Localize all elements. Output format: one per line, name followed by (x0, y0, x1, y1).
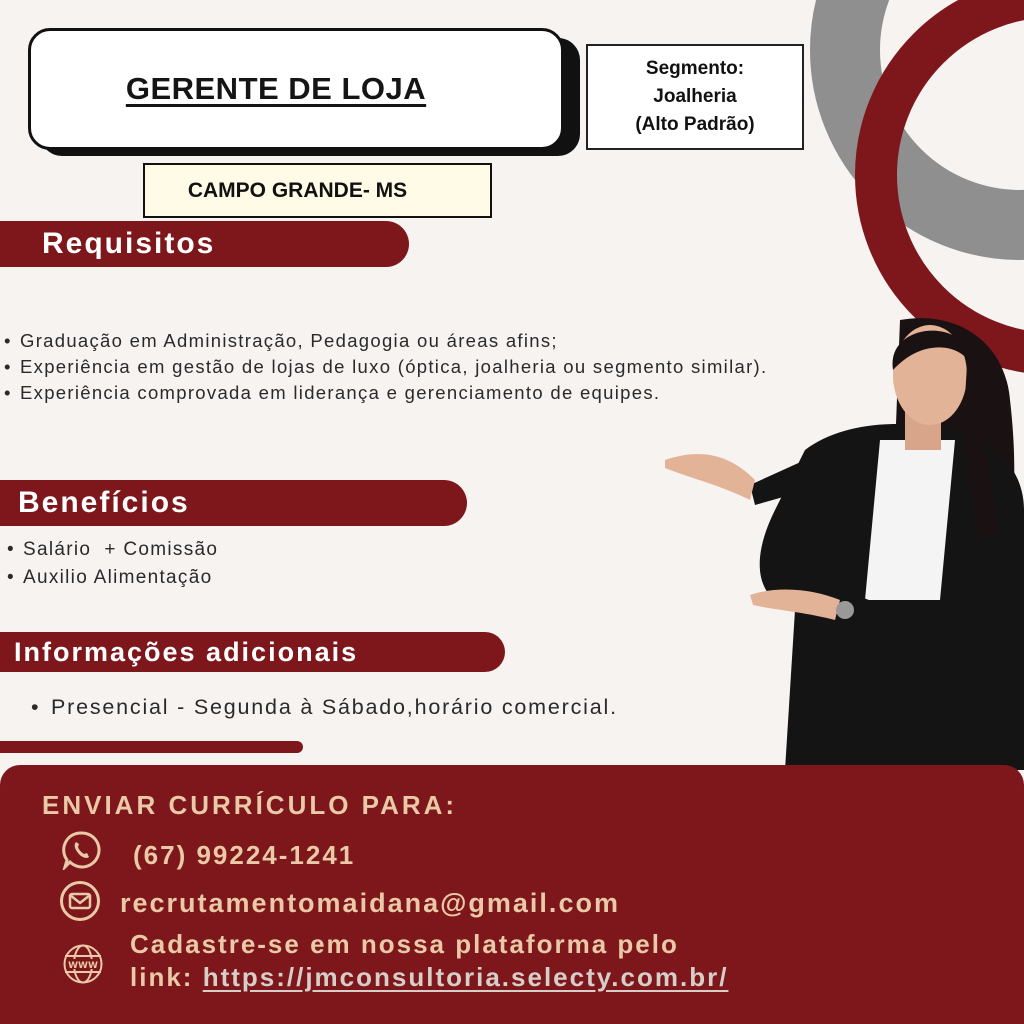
location-text: CAMPO GRANDE- MS (187, 178, 408, 202)
email-icon (59, 880, 101, 922)
segment-label: Segmento: (645, 58, 745, 79)
requisitos-heading: Requisitos (42, 227, 216, 260)
location-box (143, 163, 492, 218)
title-box (28, 28, 564, 150)
list-item: • Experiência comprovada em liderança e gerenciamento de equipes. (20, 380, 810, 406)
site-instruction: Cadastre-se em nossa plataforma pelo (130, 929, 679, 959)
beneficios-list (23, 536, 423, 592)
informacoes-heading: Informações adicionais (14, 636, 359, 667)
site-link-line (130, 962, 728, 993)
globe-www-icon (62, 943, 104, 985)
contact-heading: ENVIAR CURRÍCULO PARA: (42, 790, 458, 820)
list-item: • Auxilio Alimentação (23, 564, 423, 592)
list-item: • Presencial - Segunda à Sábado,horário comercial. (51, 692, 751, 722)
informacoes-heading-bar (0, 632, 505, 672)
job-title: GERENTE DE LOJA (125, 71, 427, 106)
email-address[interactable]: recrutamentomaidana@gmail.com (120, 888, 620, 918)
segment-box (586, 44, 804, 150)
whatsapp-icon (62, 830, 102, 870)
list-item: • Experiência em gestão de lojas de luxo (óptica, joalheria ou segmento similar). (20, 354, 800, 380)
list-item: • Graduação em Administração, Pedagogia ou áreas afins; (20, 328, 810, 354)
site-link[interactable]: https://jmconsultoria.selecty.com.br/ (202, 962, 729, 992)
site-link-prefix: link: (130, 962, 194, 992)
svg-text:WWW: WWW (68, 961, 98, 971)
phone-number[interactable]: (67) 99224-1241 (133, 840, 356, 870)
beneficios-heading-bar (0, 480, 467, 526)
segment-value: Joalheria (653, 86, 737, 107)
list-item: • Salário + Comissão (23, 536, 423, 564)
segment-detail: (Alto Padrão) (635, 114, 755, 135)
divider-bar (0, 741, 303, 753)
beneficios-heading: Benefícios (18, 486, 190, 519)
requisitos-heading-bar (0, 221, 409, 267)
presenter-photo (655, 310, 1024, 770)
informacoes-list (51, 692, 751, 722)
